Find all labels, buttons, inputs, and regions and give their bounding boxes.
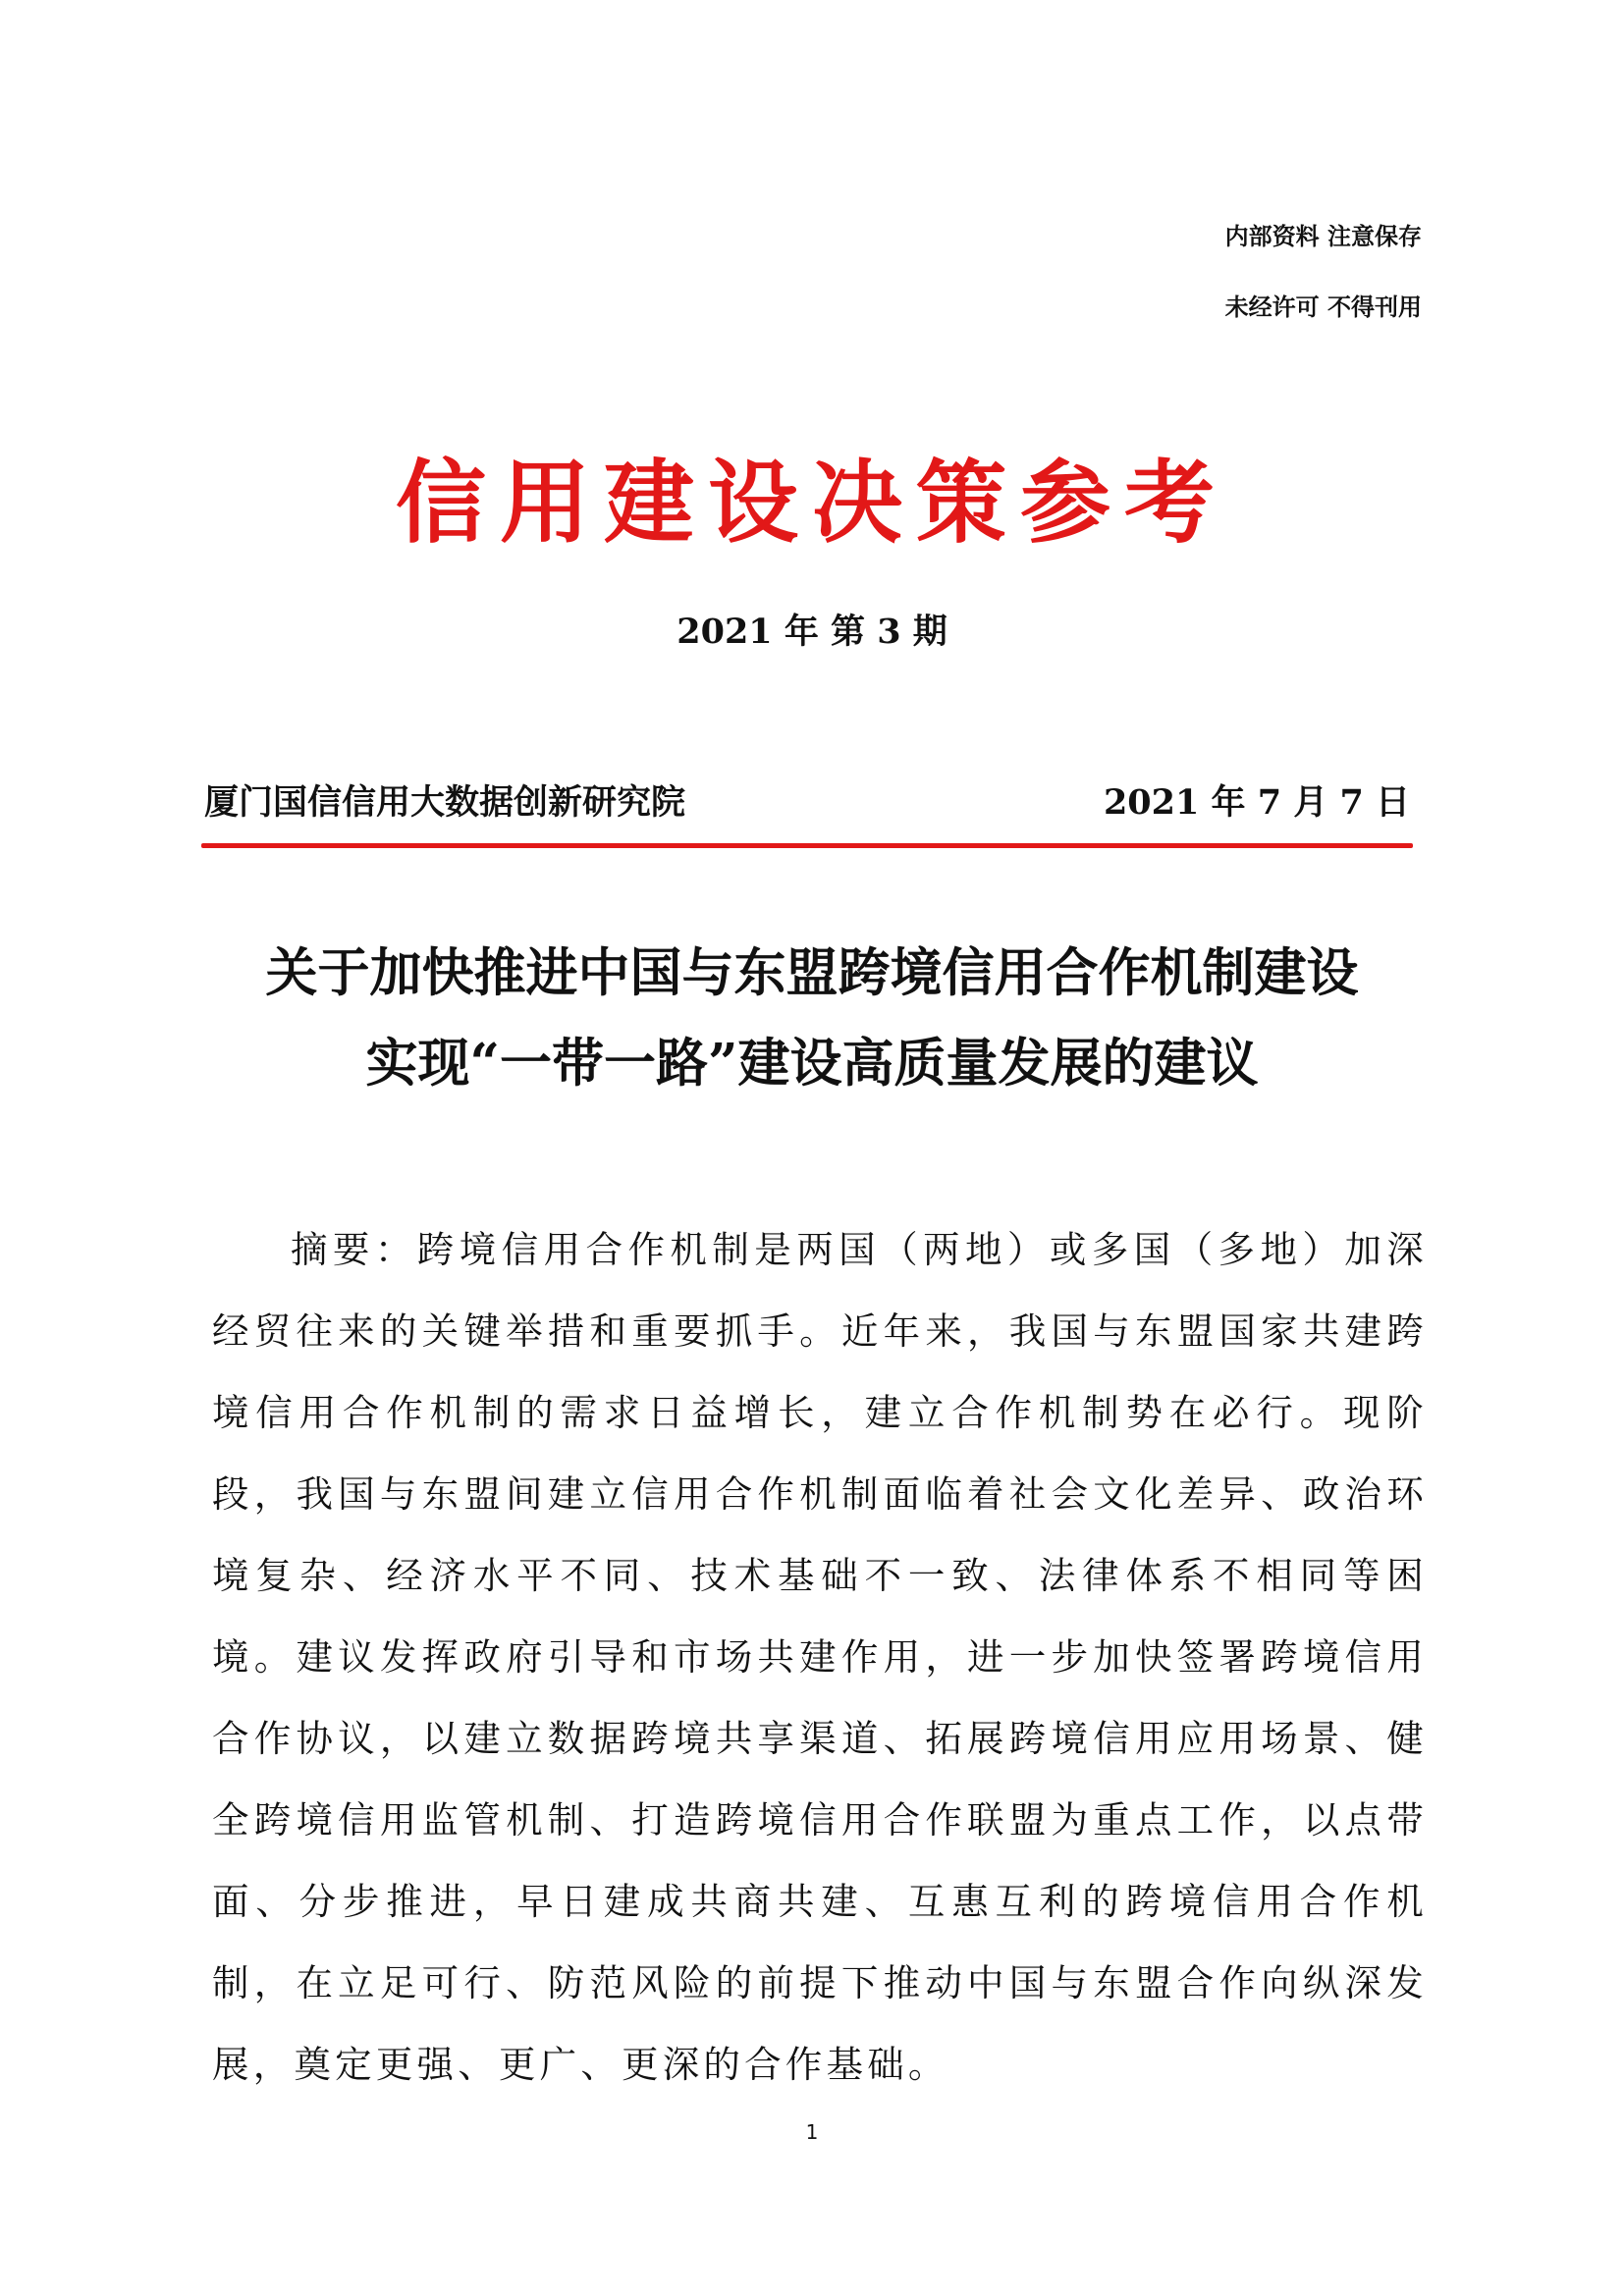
article-title-line-2: 实现“一带一路”建设高质量发展的建议 bbox=[365, 1033, 1259, 1094]
article-title-line-1: 关于加快推进中国与东盟跨境信用合作机制建设 bbox=[265, 942, 1359, 1003]
reprint-notice: 未经许可 不得刊用 bbox=[1224, 294, 1422, 321]
masthead-title: 信用建设决策参考 bbox=[395, 451, 1228, 556]
publisher-name: 厦门国信信用大数据创新研究院 bbox=[204, 782, 686, 823]
abstract-paragraph: 摘要：跨境信用合作机制是两国（两地）或多国（多地）加深经贸往来的关键举措和重要抓手。近年来，我国与东盟国家共建跨境信用合作机制的需求日益增长，建立合作机制势在必行。现阶段，我国与东盟间建立信用合作机制面临着社会文化差异、政治环境复杂、经济水平不同、技术基础不一致、法律体系不相同等困境。建议发挥政府引导和市场共建作用，进一步加快签署跨境信用合作协议，以建立数据跨境共享渠道、拓展跨境信用应用场景、健全跨境信用监管机制、打造跨境信用合作联盟为重点工作，以点带面、分步推进，早日建成共商共建、互惠互利的跨境信用合作机制，在立足可行、防范风险的前提下推动中国与东盟合作向纵深发展，奠定更强、更广、更深的合作基础。 bbox=[212, 1228, 1428, 2086]
page-number: 1 bbox=[805, 2120, 819, 2144]
publish-date: 2021 年 7 月 7 日 bbox=[1103, 782, 1410, 823]
issue-number: 2021 年 第 3 期 bbox=[677, 612, 947, 652]
header-divider bbox=[201, 843, 1413, 848]
confidential-notice: 内部资料 注意保存 bbox=[1224, 223, 1422, 250]
